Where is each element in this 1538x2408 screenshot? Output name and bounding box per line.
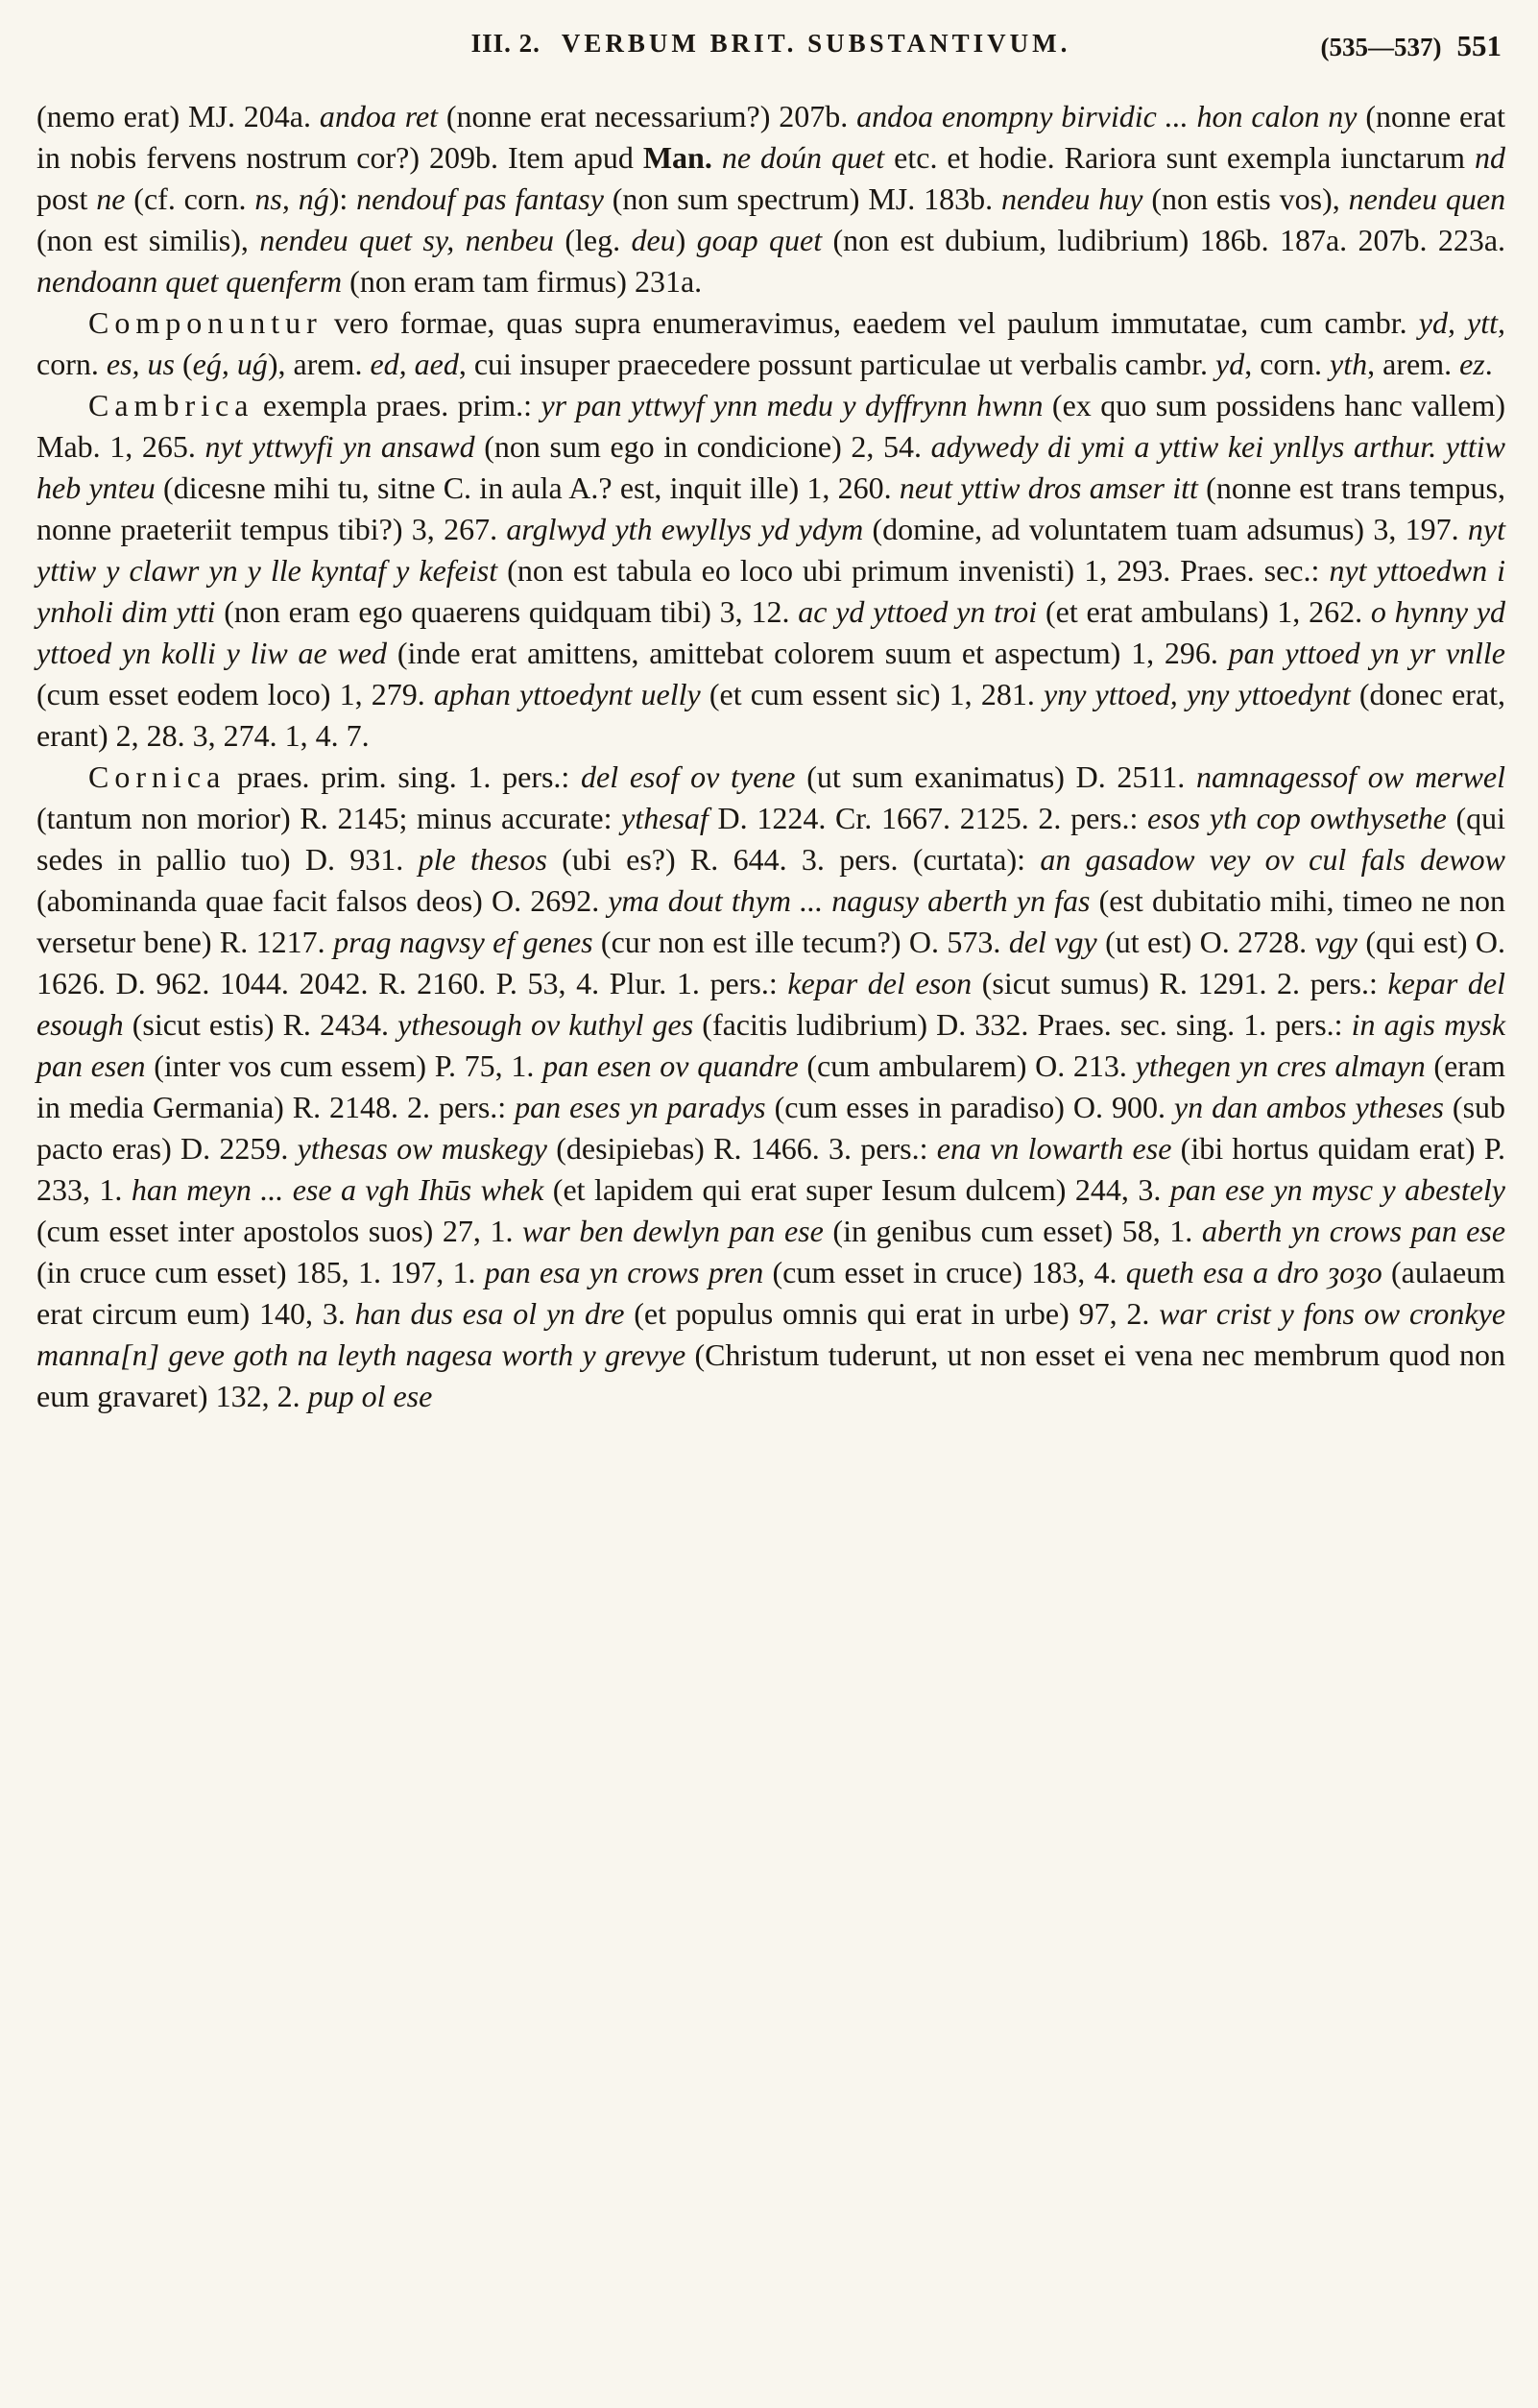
text-run: pup ol ese bbox=[307, 1379, 433, 1413]
text-run: ythesough ov kuthyl ges bbox=[397, 1007, 703, 1042]
text-run: corn. bbox=[36, 347, 107, 381]
text-run: (sicut estis) R. 2434. bbox=[132, 1007, 398, 1042]
text-run: han meyn ... ese a vgh Ihūs whek bbox=[131, 1172, 553, 1207]
paragraph-4 bbox=[36, 757, 1505, 1417]
text-run: in agis mysk pan esen bbox=[36, 1007, 1506, 1083]
text-run: (nonne erat necessarium?) 207b. bbox=[445, 99, 857, 133]
text-run: deu bbox=[631, 223, 676, 257]
text-run: andoa ret bbox=[319, 99, 446, 133]
text-run: del esof ov tyene bbox=[581, 759, 807, 794]
text-run: (sub pacto eras) D. 2259. bbox=[36, 1090, 1506, 1166]
text-run: (ibi hortus quidam erat) P. 233, 1. bbox=[36, 1131, 1506, 1207]
text-run: (ubi es?) R. 644. 3. pers. (curtata): bbox=[562, 842, 1041, 877]
text-run: ythesas ow muskegy bbox=[297, 1131, 557, 1166]
text-run: andoa enompny birvidic ... hon calon ny bbox=[856, 99, 1366, 133]
text-run: nendeu quen bbox=[1348, 181, 1506, 216]
text-run: (facitis ludibrium) D. 332. Praes. sec. sing. 1. pers.: bbox=[702, 1007, 1352, 1042]
text-run: ): bbox=[328, 181, 357, 216]
text-run: yn dan ambos ytheses bbox=[1173, 1090, 1453, 1124]
text-run: han dus esa ol yn dre bbox=[354, 1296, 635, 1331]
text-run: yny yttoed, yny yttoedynt bbox=[1043, 677, 1359, 711]
text-run: nendouf pas fantasy bbox=[356, 181, 613, 216]
text-run: ple thesos bbox=[418, 842, 563, 877]
text-run: an gasadow vey ov cul fals dewow bbox=[1040, 842, 1506, 877]
text-run: ns, nǵ bbox=[254, 181, 329, 216]
text-run: (cum ambularem) O. 213. bbox=[806, 1048, 1136, 1083]
section-number: III. 2. bbox=[470, 29, 541, 58]
text-run: ne doún quet bbox=[721, 140, 895, 175]
text-run: (eram in media Germania) R. 2148. 2. pers.: bbox=[36, 1048, 1506, 1124]
text-run: . bbox=[1484, 347, 1493, 381]
column-range: (535—537) bbox=[1320, 33, 1442, 61]
text-run: post bbox=[36, 181, 97, 216]
text-run: ac yd yttoed yn troi bbox=[798, 594, 1045, 629]
text-run: (donec erat, erant) 2, 28. 3, 274. 1, 4. 7. bbox=[36, 677, 1506, 753]
text-run: (non est similis), bbox=[36, 223, 260, 257]
text-run: (tantum non morior) R. 2145; minus accurate: bbox=[36, 801, 622, 835]
text-run: arglwyd yth ewyllys yd ydym bbox=[506, 512, 873, 546]
text-run: Man. bbox=[642, 140, 722, 175]
text-run: Cornica bbox=[88, 759, 227, 794]
text-run: eǵ, uǵ bbox=[192, 347, 268, 381]
text-run: ythegen yn cres almayn bbox=[1135, 1048, 1434, 1083]
text-run: Componuntur bbox=[88, 305, 323, 340]
text-run: (nonne est trans tempus, nonne praeteriit tempus tibi?) 3, 267. bbox=[36, 470, 1506, 546]
text-run: prag nagvsy ef genes bbox=[333, 925, 601, 959]
text-run: kepar del eson bbox=[787, 966, 982, 1000]
text-run: exempla praes. prim.: bbox=[253, 388, 541, 422]
text-run: namnagessof ow merwel bbox=[1195, 759, 1506, 794]
text-run: yr pan yttwyf ynn medu y dyffrynn hwnn bbox=[541, 388, 1052, 422]
text-run: ena vn lowarth ese bbox=[936, 1131, 1181, 1166]
text-run: kepar del esough bbox=[36, 966, 1506, 1042]
text-run: (desipiebas) R. 1466. 3. pers.: bbox=[556, 1131, 937, 1166]
text-run: goap quet bbox=[696, 223, 833, 257]
text-run: pan yttoed yn yr vnlle bbox=[1228, 636, 1506, 670]
text-block bbox=[36, 96, 1505, 1417]
text-run: (leg. bbox=[565, 223, 632, 257]
text-run: nendoann quet quenferm bbox=[36, 264, 350, 299]
text-run: (non eram ego quaerens quidquam tibi) 3, 12. bbox=[224, 594, 799, 629]
text-run: (et populus omnis qui erat in urbe) 97, 2. bbox=[634, 1296, 1160, 1331]
text-run: (non est tabula eo loco ubi primum invenisti) 1, 293. Praes. sec.: bbox=[507, 553, 1330, 588]
text-run: war crist y fons ow cronkye manna[n] geve goth na leyth nagesa worth y grevye bbox=[36, 1296, 1506, 1372]
text-run: (non sum spectrum) MJ. 183b. bbox=[612, 181, 1001, 216]
text-run: queth esa a dro ȝoȝo bbox=[1125, 1255, 1391, 1289]
text-run: ythesaf bbox=[621, 801, 718, 835]
text-run: pan eses yn paradys bbox=[515, 1090, 775, 1124]
paragraph-1 bbox=[36, 96, 1505, 302]
text-run: (non estis vos), bbox=[1151, 181, 1349, 216]
text-run: D. 1224. Cr. 1667. 2125. 2. pers.: bbox=[717, 801, 1148, 835]
text-run: (qui sedes in pallio tuo) D. 931. bbox=[36, 801, 1506, 877]
text-run: (cum esset inter apostolos suos) 27, 1. bbox=[36, 1214, 523, 1248]
text-run: praes. prim. sing. 1. pers.: bbox=[226, 759, 582, 794]
text-run: nendeu huy bbox=[1000, 181, 1152, 216]
text-run: ) bbox=[675, 223, 697, 257]
text-run: , corn. bbox=[1244, 347, 1331, 381]
text-run: nd bbox=[1475, 140, 1506, 175]
text-run: esos yth cop owthysethe bbox=[1147, 801, 1456, 835]
text-run: (non eram tam firmus) 231a. bbox=[349, 264, 703, 299]
text-run: ), arem. bbox=[267, 347, 371, 381]
text-run: etc. et hodie. Rariora sunt exempla iunctarum bbox=[894, 140, 1476, 175]
text-run: aphan yttoedynt uelly bbox=[433, 677, 709, 711]
text-run: (domine, ad voluntatem tuam adsumus) 3, 197. bbox=[872, 512, 1468, 546]
text-run: neut yttiw dros amser itt bbox=[899, 470, 1207, 505]
text-run: ed, aed bbox=[370, 347, 459, 381]
text-run: (cum esset in cruce) 183, 4. bbox=[772, 1255, 1126, 1289]
text-run: (nemo erat) MJ. 204a. bbox=[36, 99, 320, 133]
text-run: pan ese yn mysc y abestely bbox=[1169, 1172, 1506, 1207]
text-run: vgy bbox=[1314, 925, 1366, 959]
text-run: (inter vos cum essem) P. 75, 1. bbox=[154, 1048, 543, 1083]
text-run: ( bbox=[181, 347, 193, 381]
text-run: (Christum tuderunt, ut non esset ei vena nec membrum quod non eum gravaret) 132, 2. bbox=[36, 1337, 1506, 1413]
text-run: nyt yttoedwn i ynholi dim ytti bbox=[36, 553, 1506, 629]
text-run: o hynny yd yttoed yn kolli y liw ae wed bbox=[36, 594, 1506, 670]
running-head bbox=[36, 29, 1505, 59]
text-run: (dicesne mihi tu, sitne C. in aula A.? est, inquit ille) 1, 260. bbox=[163, 470, 900, 505]
text-run: vero formae, quas supra enumeravimus, eaedem vel paulum immutatae, cum cambr. bbox=[322, 305, 1419, 340]
text-run: (nonne erat in nobis fervens nostrum cor?) 209b. Item apud bbox=[36, 99, 1505, 175]
text-run: Cambrica bbox=[88, 388, 254, 422]
text-run: (qui est) O. 1626. D. 962. 1044. 2042. R. 2160. P. 53, 4. Plur. 1. pers.: bbox=[36, 925, 1506, 1000]
text-run: aberth yn crows pan ese bbox=[1201, 1214, 1506, 1248]
text-run: es, us bbox=[106, 347, 182, 381]
text-run: (est dubitatio mihi, timeo ne non versetur bene) R. 1217. bbox=[36, 883, 1506, 959]
text-run: yd bbox=[1214, 347, 1245, 381]
text-run: (ex quo sum possidens hanc vallem) Mab. 1, 265. bbox=[36, 388, 1506, 464]
text-run: nyt yttiw y clawr yn y lle kyntaf y kefeist bbox=[36, 512, 1506, 588]
text-run: (aulaeum erat circum eum) 140, 3. bbox=[36, 1255, 1506, 1331]
paragraph-2 bbox=[36, 302, 1505, 385]
paragraph-3 bbox=[36, 385, 1505, 757]
text-run: del vgy bbox=[1008, 925, 1106, 959]
text-run: (non est dubium, ludibrium) 186b. 187a. 207b. 223a. bbox=[832, 223, 1506, 257]
text-run: ne bbox=[96, 181, 134, 216]
text-run: pan esen ov quandre bbox=[542, 1048, 807, 1083]
text-run: (cf. corn. bbox=[133, 181, 255, 216]
text-run: (et cum essent sic) 1, 281. bbox=[709, 677, 1044, 711]
text-run: (ut est) O. 2728. bbox=[1105, 925, 1315, 959]
text-run: (in genibus cum esset) 58, 1. bbox=[832, 1214, 1202, 1248]
text-run: yth bbox=[1330, 347, 1368, 381]
text-run: adywedy di ymi a yttiw kei ynllys arthur. yttiw heb ynteu bbox=[36, 429, 1506, 505]
text-run: (et lapidem qui erat super Iesum dulcem) 244, 3. bbox=[552, 1172, 1170, 1207]
text-run: yd, ytt, bbox=[1418, 305, 1506, 340]
text-run: (non sum ego in condicione) 2, 54. bbox=[484, 429, 931, 464]
text-run: , arem. bbox=[1367, 347, 1460, 381]
text-run: (sicut sumus) R. 1291. 2. pers.: bbox=[981, 966, 1388, 1000]
page-number: 551 bbox=[1456, 29, 1502, 62]
text-run: war ben dewlyn pan ese bbox=[522, 1214, 833, 1248]
text-run: pan esa yn crows pren bbox=[484, 1255, 773, 1289]
chapter-title: VERBUM BRIT. SUBSTANTIVUM. bbox=[561, 29, 1071, 58]
text-run: , cui insuper praecedere possunt particulae ut verbalis cambr. bbox=[458, 347, 1215, 381]
text-run: (cum esset eodem loco) 1, 279. bbox=[36, 677, 434, 711]
text-run: nendeu quet sy, nenbeu bbox=[259, 223, 565, 257]
text-run: (cur non est ille tecum?) O. 573. bbox=[600, 925, 1009, 959]
text-run: (in cruce cum esset) 185, 1. 197, 1. bbox=[36, 1255, 485, 1289]
text-run: (ut sum exanimatus) D. 2511. bbox=[806, 759, 1196, 794]
text-run: (inde erat amittens, amittebat colorem suum et aspectum) 1, 296. bbox=[397, 636, 1229, 670]
text-run: (cum esses in paradiso) O. 900. bbox=[774, 1090, 1174, 1124]
text-run: (et erat ambulans) 1, 262. bbox=[1045, 594, 1371, 629]
text-run: ez bbox=[1459, 347, 1485, 381]
page-header bbox=[36, 29, 1505, 71]
text-run: nyt yttwyfi yn ansawd bbox=[204, 429, 485, 464]
text-run: yma dout thym ... nagusy aberth yn fas bbox=[608, 883, 1099, 918]
page-reference bbox=[1321, 29, 1502, 63]
text-run: (abominanda quae facit falsos deos) O. 2692. bbox=[36, 883, 609, 918]
